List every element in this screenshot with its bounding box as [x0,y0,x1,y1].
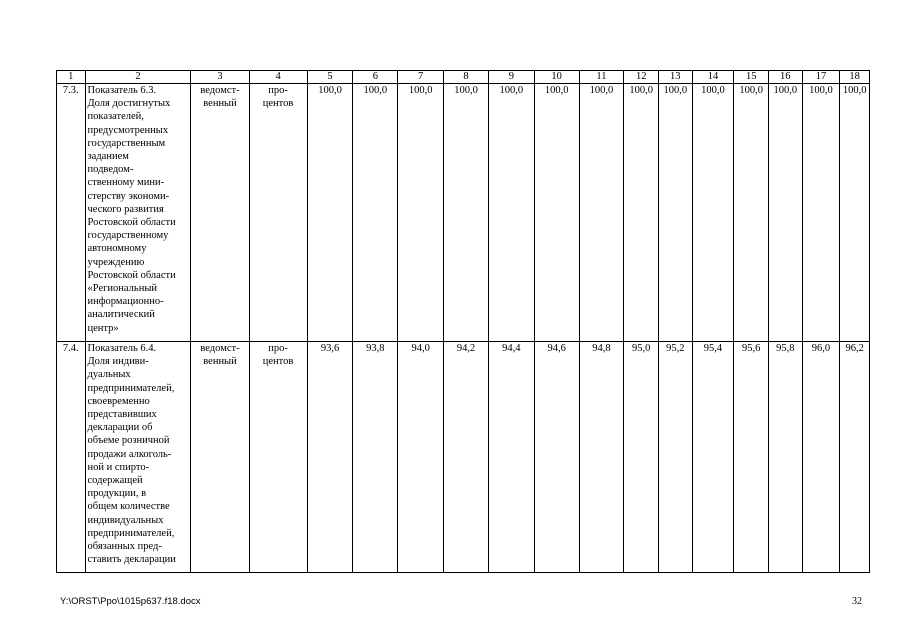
header-cell: 15 [734,71,769,84]
value-cell: 94,4 [488,342,534,573]
indicator-name: Показатель 6.4. Доля индиви- дуальных предпринимателей, своевременно представивших декларации об объеме розничной продажи алкоголь- ной и спирто- содержащей продукции, в общем количестве индивидуальных предпринимателей, обязанных пред- ставить декларации [85,342,191,573]
value-cell: 100,0 [840,84,870,342]
indicator-unit: про- центов [249,342,307,573]
indicator-type: ведомст- венный [191,84,249,342]
row-number: 7.4. [57,342,86,573]
value-cell: 100,0 [444,84,489,342]
header-row [57,71,870,84]
value-cell: 100,0 [579,84,624,342]
indicator-name: Показатель 6.3. Доля достигнутых показателей, предусмотренных государственным заданием подведом- ственному мини- стерству экономи- ческого развития Ростовской области государственному автономному учреждению Ростовской области «Региональный информационно- аналитический центр» [85,84,191,342]
table-row [57,84,870,342]
row-number: 7.3. [57,84,86,342]
value-cell: 100,0 [769,84,803,342]
header-cell: 1 [57,71,86,84]
header-cell: 6 [353,71,398,84]
value-cell: 100,0 [624,84,659,342]
value-cell: 95,0 [624,342,659,573]
value-cell: 100,0 [488,84,534,342]
value-cell: 100,0 [307,84,353,342]
value-cell: 95,2 [659,342,693,573]
header-cell: 5 [307,71,353,84]
header-cell: 18 [840,71,870,84]
value-cell: 100,0 [659,84,693,342]
value-cell: 94,6 [534,342,579,573]
value-cell: 95,6 [734,342,769,573]
header-cell: 12 [624,71,659,84]
header-cell: 10 [534,71,579,84]
value-cell: 96,2 [840,342,870,573]
indicator-type: ведомст- венный [191,342,249,573]
value-cell: 94,8 [579,342,624,573]
table-row [57,342,870,573]
value-cell: 95,4 [692,342,734,573]
value-cell: 94,2 [444,342,489,573]
value-cell: 93,6 [307,342,353,573]
header-cell: 4 [249,71,307,84]
page-number: 32 [852,596,862,607]
header-cell: 8 [444,71,489,84]
header-cell: 17 [802,71,840,84]
header-cell: 2 [85,71,191,84]
value-cell: 94,0 [398,342,444,573]
value-cell: 100,0 [398,84,444,342]
indicators-table [56,70,870,573]
header-cell: 3 [191,71,249,84]
value-cell: 100,0 [692,84,734,342]
value-cell: 100,0 [353,84,398,342]
header-cell: 11 [579,71,624,84]
value-cell: 93,8 [353,342,398,573]
value-cell: 100,0 [534,84,579,342]
header-cell: 9 [488,71,534,84]
file-path: Y:\ORST\Ppo\1015p637.f18.docx [60,596,201,607]
header-cell: 7 [398,71,444,84]
header-cell: 16 [769,71,803,84]
header-cell: 13 [659,71,693,84]
indicator-unit: про- центов [249,84,307,342]
header-cell: 14 [692,71,734,84]
value-cell: 100,0 [802,84,840,342]
value-cell: 96,0 [802,342,840,573]
value-cell: 95,8 [769,342,803,573]
value-cell: 100,0 [734,84,769,342]
